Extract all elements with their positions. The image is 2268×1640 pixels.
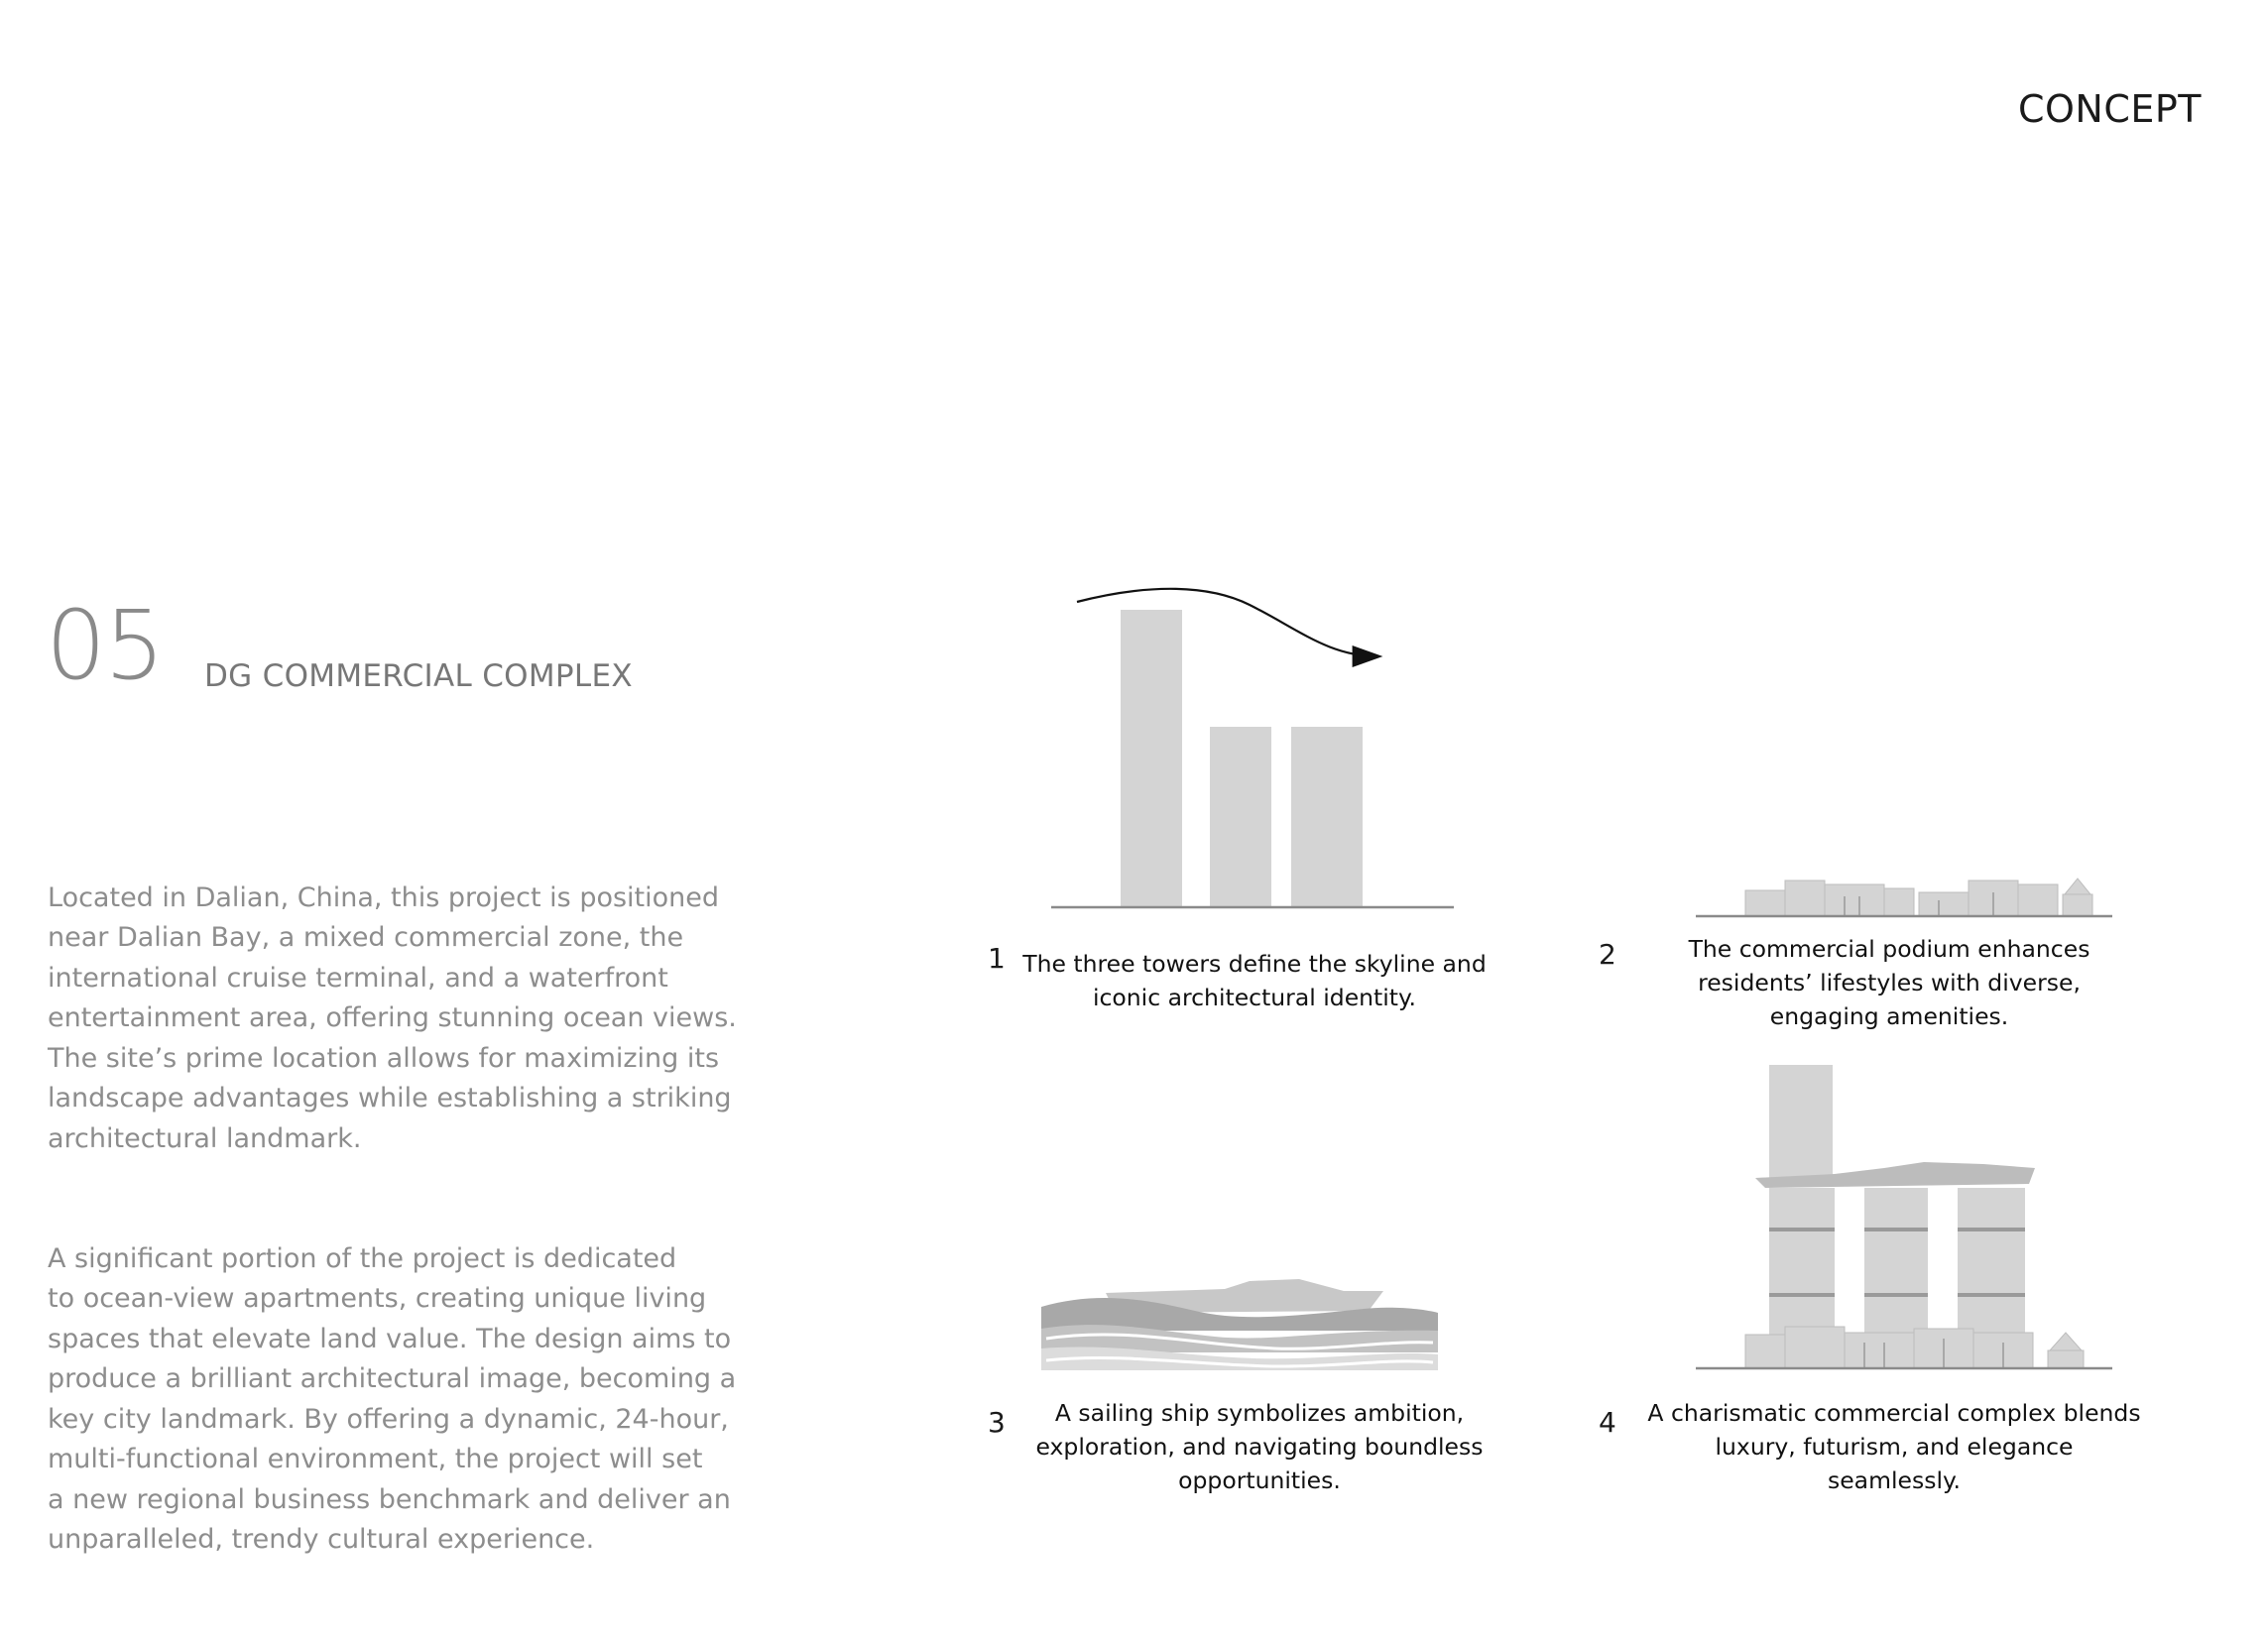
short-tower xyxy=(1291,727,1363,907)
project-number: 05 xyxy=(46,590,164,701)
complex-podium xyxy=(1745,1327,2084,1368)
complex-diagram xyxy=(1696,1065,2112,1372)
top-tower xyxy=(1769,1065,1833,1180)
description-paragraph-1: Located in Dalian, China, this project is positioned near Dalian Bay, a mixed commercial zone, the international cruise terminal, and a waterfront entertainment area, offering stunning ocean views. The site’s prime location allows for maximizing its landscape advantages while establishing a striking architectural landmark. xyxy=(48,881,737,1154)
description-paragraph-2: A significant portion of the project is dedicated to ocean-view apartments, creating unique living spaces that elevate land value. The design aims to produce a brilliant architectural image, becoming a key city landmark. By offering a dynamic, 24-hour, multi-functional environment, the project will set a new regional business benchmark and deliver an unparalleled, trendy cultural experience. xyxy=(48,1242,737,1555)
section-label: CONCEPT xyxy=(2017,87,2202,131)
concept-3-caption: A sailing ship symbolizes ambition, exploration, and navigating boundless opportunities. xyxy=(1035,1399,1484,1494)
sailing-ship-diagram xyxy=(1036,1269,1443,1378)
tower-columns xyxy=(1769,1188,2025,1347)
concept-2-number: 2 xyxy=(1599,938,1616,971)
concept-4-caption: A charismatic commercial complex blends luxury, futurism, and elegance seamlessly. xyxy=(1647,1399,2141,1494)
concept-3-number: 3 xyxy=(988,1406,1006,1439)
project-title: DG COMMERCIAL COMPLEX xyxy=(204,658,633,694)
tall-tower xyxy=(1121,610,1182,907)
concept-1-number: 1 xyxy=(988,942,1006,975)
project-description xyxy=(48,838,762,1640)
podium-diagram xyxy=(1696,863,2112,918)
middle-tower xyxy=(1210,727,1271,907)
three-towers-diagram xyxy=(1041,585,1458,922)
concept-4-number: 4 xyxy=(1599,1406,1616,1439)
concept-1-caption: The three towers define the skyline and iconic architectural identity. xyxy=(1022,950,1487,1011)
concept-2-caption: The commercial podium enhances residents’ lifestyles with diverse, engaging amenities. xyxy=(1688,935,2090,1030)
